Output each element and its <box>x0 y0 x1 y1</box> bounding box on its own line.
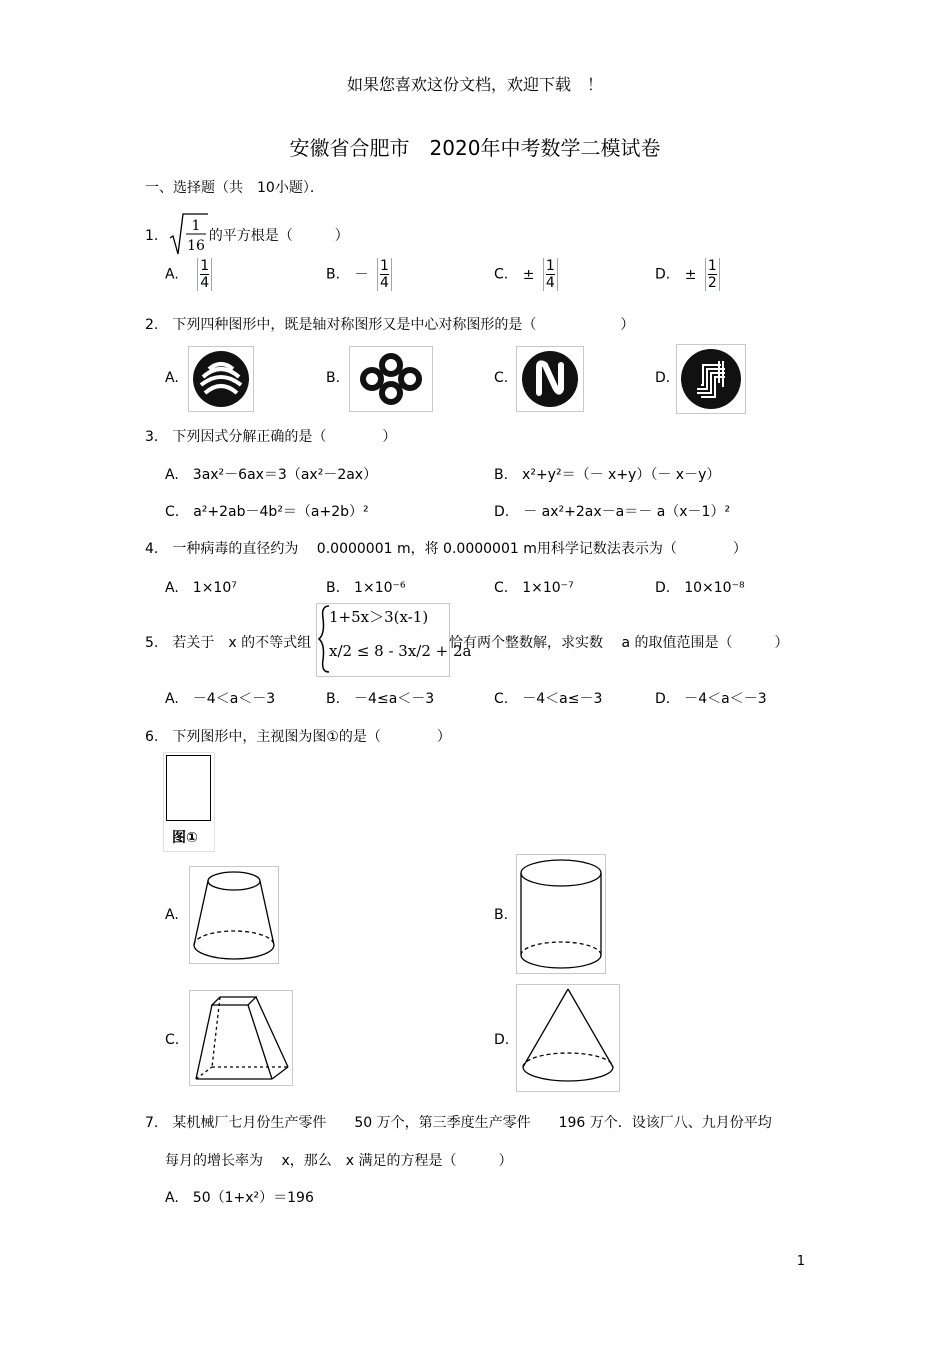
question-7-line-2: 每月的增长率为 x，那么 x 满足的方程是（ ） <box>165 1153 513 1169</box>
question-text: 的平方根是（ ） <box>208 228 349 244</box>
option-d[interactable] <box>655 258 720 291</box>
q5-option-a[interactable]: A. －4＜a＜－3 <box>165 691 276 707</box>
frustum-cone-icon <box>189 866 279 964</box>
cylinder-icon <box>516 854 606 974</box>
fraction: $\frac{1}{2}$ <box>705 258 720 291</box>
inequality-line-1: 1+5x＞3(x-1) <box>329 608 429 626</box>
inequality-system <box>316 603 472 677</box>
option-b[interactable] <box>326 258 392 291</box>
q3-option-c[interactable]: C. a²+2ab－4b²＝（a+2b）² <box>165 504 369 520</box>
fraction: $\frac{1}{4}$ <box>197 258 212 291</box>
page-number: 1 <box>796 1254 805 1269</box>
q5-option-b[interactable]: B. －4≤a＜－3 <box>326 691 435 707</box>
question-1 <box>145 212 349 260</box>
option-label: A. <box>165 266 179 283</box>
option-label: D. <box>655 266 671 283</box>
q3-option-a[interactable]: A. 3ax²－6ax＝3（ax²－2ax） <box>165 467 378 483</box>
question-6: 6. 下列图形中，主视图为图①的是（ ） <box>145 729 451 745</box>
q5-option-d[interactable]: D. －4＜a＜－3 <box>655 691 767 707</box>
question-number: 1. <box>145 228 159 244</box>
bank-logo-icon <box>676 344 746 414</box>
q4-option-d[interactable]: D. 10×10⁻⁸ <box>655 580 745 596</box>
radical-numerator: 1 <box>191 218 201 234</box>
q6-option-c-label[interactable]: C. <box>165 1032 180 1048</box>
radical-denominator: 16 <box>186 238 205 254</box>
q4-option-a[interactable]: A. 1×10⁷ <box>165 580 237 596</box>
figure-1 <box>163 752 215 852</box>
question-4: 4. 一种病毒的直径约为 0.0000001 m，将 0.0000001 m用科学记数法表示为（ ） <box>145 541 747 557</box>
frustum-prism-icon <box>189 990 293 1086</box>
question-5-tail: 恰有两个整数解，求实数 a 的取值范围是（ ） <box>449 635 789 651</box>
section-heading: 一、选择题（共 10小题）． <box>145 180 324 196</box>
option-label: B. <box>326 266 341 283</box>
question-2: 2. 下列四种图形中，既是轴对称图形又是中心对称图形的是（ ） <box>145 317 635 333</box>
rectangle-icon <box>166 755 211 821</box>
figure-1-label: 图① <box>172 830 198 846</box>
option-c[interactable] <box>494 258 558 291</box>
q2-option-b-label[interactable]: B. <box>326 370 341 386</box>
cone-icon <box>516 984 620 1092</box>
q6-option-b-label[interactable]: B. <box>494 907 509 923</box>
fraction: $\frac{1}{4}$ <box>377 258 392 291</box>
q2-option-a-label[interactable]: A. <box>165 370 179 386</box>
china-mobile-logo-icon <box>188 346 254 412</box>
q5-option-c[interactable]: C. －4＜a≤－3 <box>494 691 603 707</box>
q4-option-c[interactable]: C. 1×10⁻⁷ <box>494 580 574 596</box>
q6-option-a-label[interactable]: A. <box>165 907 179 923</box>
inequality-line-2: x/2 ≤ 8 - 3x/2 + 2a <box>329 642 472 660</box>
q6-option-d-label[interactable]: D. <box>494 1032 510 1048</box>
china-unicom-knot-icon <box>349 346 433 412</box>
q4-option-b[interactable]: B. 1×10⁻⁶ <box>326 580 406 596</box>
q3-option-b[interactable]: B. x²+y²＝（－ x+y）（－ x－y） <box>494 467 721 483</box>
option-prefix: － <box>354 266 369 283</box>
question-7-line-1: 7. 某机械厂七月份生产零件 50 万个，第三季度生产零件 196 万个．设该厂八、九月份平均 <box>145 1115 772 1131</box>
q3-option-d[interactable]: D. － ax²+2ax－a＝－ a（x－1）² <box>494 504 731 520</box>
option-label: C. <box>494 266 509 283</box>
question-3: 3. 下列因式分解正确的是（ ） <box>145 429 397 445</box>
fraction: $\frac{1}{4}$ <box>543 258 558 291</box>
option-prefix: ± <box>522 266 535 283</box>
sqrt-expression <box>169 212 209 260</box>
option-a[interactable] <box>165 258 212 291</box>
download-banner: 如果您喜欢这份文档，欢迎下载 ！ <box>346 75 603 94</box>
q2-option-d-label[interactable]: D. <box>655 370 671 386</box>
page-title: 安徽省合肥市 2020年中考数学二模试卷 <box>289 136 661 160</box>
option-prefix: ± <box>684 266 697 283</box>
circle-n-logo-icon <box>516 346 584 412</box>
radical-icon <box>169 212 209 256</box>
q7-option-a[interactable]: A. 50（1+x²）＝196 <box>165 1190 314 1206</box>
question-5-lead: 5. 若关于 x 的不等式组 <box>145 635 312 651</box>
q2-option-c-label[interactable]: C. <box>494 370 509 386</box>
